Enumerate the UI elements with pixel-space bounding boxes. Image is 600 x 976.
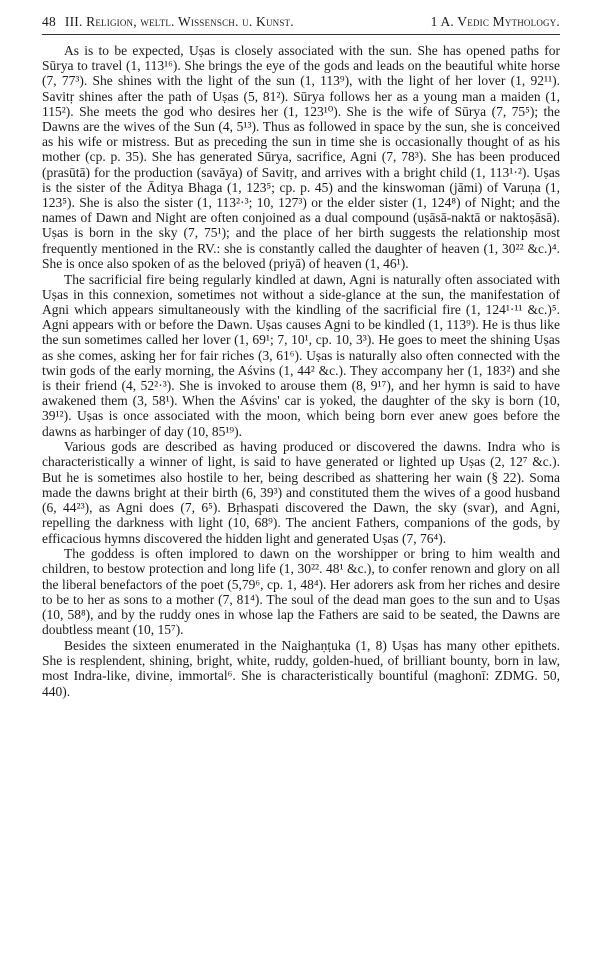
paragraph-goddess-implored: The goddess is often implored to dawn on the worshipper or bring to him wealth and children, to bestow protection and long life (1, 30²². 48¹ &c.), to confer renown and glory on all the liberal benefactors of the poet (5,79⁶, cp. 1, 48⁴). Her adorers ask from her riches and desire to be to her as sons to a mother (7, 81⁴). The soul of the dead man goes to the sun and to Uṣas (10, 58⁸), and by the ruddy ones in whose lap the Fathers are said to be seated, the Dawns are doubtless meant (10, 15⁷). — [42, 546, 560, 638]
paragraph-epithets: Besides the sixteen enumerated in the Naighaṇṭuka (1, 8) Uṣas has many other epithets. She is resplendent, shining, bright, white, ruddy, golden-hued, of brilliant bounty, born in law, most Indra-like, divine, immortal⁶. She is characteristically bountiful (maghonī: ZDMG. 50, 440). — [42, 637, 560, 699]
body-text — [42, 43, 560, 699]
running-head-right: 1 A. Vedic Mythology. — [430, 14, 560, 29]
paragraph-gods-producing-dawns: Various gods are described as having produced or discovered the dawns. Indra who is characteristically a winner of light, is said to have generated or lighted up Uṣas (2, 12⁷ &c.). But he is sometimes also hostile to her, being described as shattering her wain (§ 22). Soma made the dawns bright at their birth (6, 39³) and constituted them the wives of a good husband (6, 44²³), as Agni does (7, 6⁵). Bṛhaspati discovered the Dawn, the sky (svar), and Agni, repelling the darkness with light (10, 68⁹). The ancient Fathers, companions of the gods, by efficacious hymns discovered the hidden light and generated Uṣas (7, 76⁴). — [42, 439, 560, 546]
page-number: 48 — [42, 14, 56, 29]
paragraph-agni-and-ushas: The sacrificial fire being regularly kindled at dawn, Agni is naturally often associated with Uṣas in this connexion, sometimes not without a side-glance at the sun, the manifestation of Agni which appears simultaneously with the kindling of the sacrificial fire (1, 124¹·¹¹ &c.)⁵. Agni appears with or before the Dawn. Uṣas causes Agni to be kindled (1, 113⁹). He is thus like the sun sometimes called her lover (1, 69¹; 7, 10¹, cp. 10, 3³). He goes to meet the shining Uṣas as she comes, asking her for fair riches (3, 61⁶). Uṣas is naturally also often connected with the twin gods of the early morning, the Aśvins (1, 44² &c.). They accompany her (1, 183²) and she is their friend (4, 52²·³). She is invoked to arouse them (8, 9¹⁷), and her hymn is said to have awakened them (3, 58¹). When the Aśvins' car is yoked, the daughter of the sky is born (10, 39¹²). Uṣas is once associated with the moon, which being born ever anew goes before the dawns as harbinger of day (10, 85¹⁹). — [42, 271, 560, 439]
running-header — [42, 14, 560, 35]
running-head-left: III. Religion, weltl. Wissensch. u. Kunst. — [64, 14, 294, 29]
paragraph-ushas-and-sun: As is to be expected, Uṣas is closely associated with the sun. She has opened paths for Sūrya to travel (1, 113¹⁶). She brings the eye of the gods and leads on the beautiful white horse (7, 77³). She shines with the light of the sun (1, 113⁹), with the light of her lover (1, 92¹¹). Savitṛ shines after the path of Uṣas (5, 81²). Sūrya follows her as a young man a maiden (1, 115²). She meets the god who desires her (1, 123¹⁰). She is the wife of Sūrya (7, 75⁵); the Dawns are the wives of the Sun (4, 5¹³). Thus as followed in space by the sun, she is conceived as his wife or mistress. But as preceding the sun in time she is occasionally thought of as his mother (cp. p. 35). She has generated Sūrya, sacrifice, Agni (7, 78³). She has been produced (prasūtā) for the production (savāya) of Savitṛ, and arrives with a bright child (1, 113¹·²). Uṣas is the sister of the Āditya Bhaga (1, 123⁵; cp. p. 45) and the kinswoman (jāmi) of Varuṇa (1, 123⁵). She is also the sister (1, 113²·³; 10, 127³) or the elder sister (1, 124⁸) of Night; and the names of Dawn and Night are often conjoined as a dual compound (uṣāsā-naktā or naktoṣāsā). Uṣas is born in the sky (7, 75¹); and the place of her birth suggests the relationship most frequently mentioned in the RV.: she is constantly called the daughter of heaven (1, 30²² &c.)⁴. She is once also spoken of as the beloved (priyā) of heaven (1, 46¹). — [42, 43, 560, 271]
